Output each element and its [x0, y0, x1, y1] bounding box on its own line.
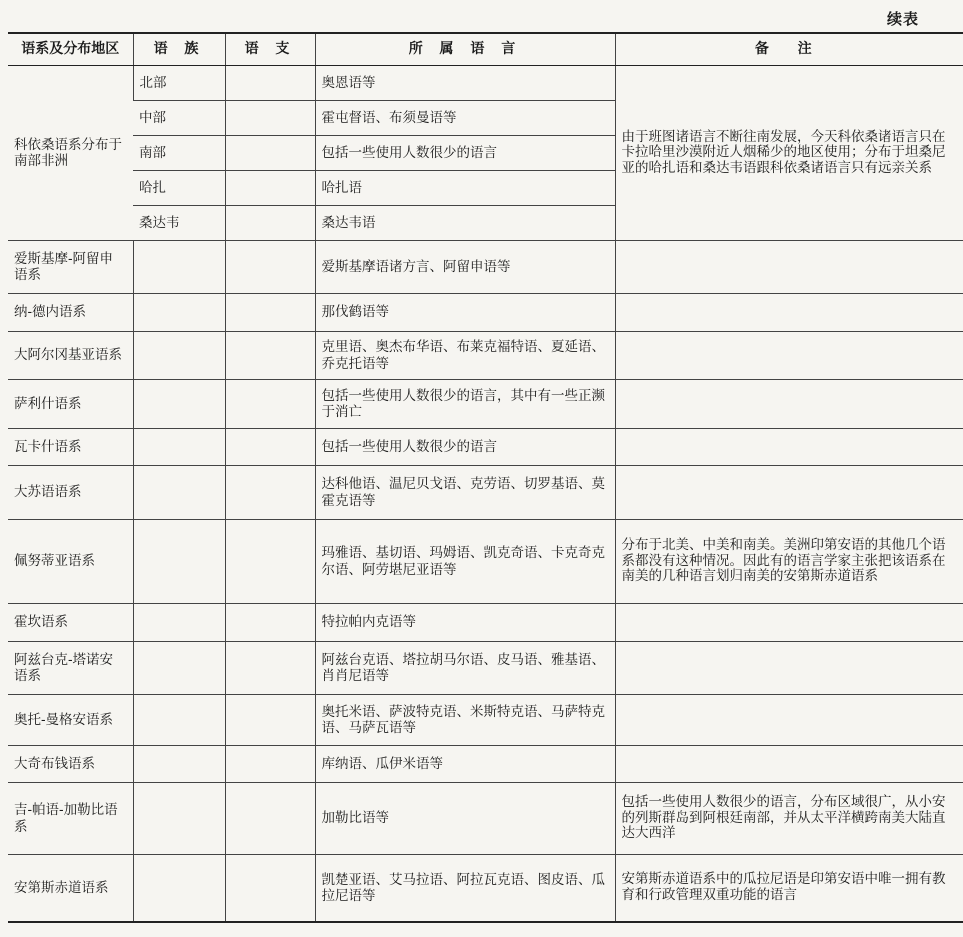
- subbranch-cell: [225, 520, 315, 604]
- family-cell: 大阿尔冈基亚语系: [8, 332, 133, 380]
- languages-cell: 库纳语、瓜伊米语等: [315, 746, 615, 783]
- family-cell: 纳-德内语系: [8, 294, 133, 332]
- note-cell: [615, 380, 963, 429]
- branch-cell: [133, 604, 225, 642]
- note-cell: 安第斯赤道语系中的瓜拉尼语是印第安语中唯一拥有教育和行政管理双重功能的语言: [615, 855, 963, 922]
- note-cell: [615, 332, 963, 380]
- note-cell: [615, 241, 963, 294]
- table-row: [8, 746, 963, 783]
- languages-cell: 爱斯基摩语诸方言、阿留申语等: [315, 241, 615, 294]
- branch-cell: [133, 429, 225, 466]
- subbranch-cell: [225, 746, 315, 783]
- note-cell: [615, 429, 963, 466]
- family-cell: 萨利什语系: [8, 380, 133, 429]
- continued-label: 续表: [886, 10, 919, 28]
- note-cell: [615, 642, 963, 695]
- family-cell: 大苏语语系: [8, 466, 133, 520]
- languages-cell: 阿兹台克语、塔拉胡马尔语、皮马语、雅基语、肖肖尼语等: [315, 642, 615, 695]
- note-cell: [615, 294, 963, 332]
- subbranch-cell: [225, 136, 315, 171]
- subbranch-cell: [225, 294, 315, 332]
- branch-cell: [133, 294, 225, 332]
- table-row: [8, 642, 963, 695]
- subbranch-cell: [225, 604, 315, 642]
- languages-cell: 包括一些使用人数很少的语言，其中有一些正濒于消亡: [315, 380, 615, 429]
- branch-cell: [133, 520, 225, 604]
- language-families-table: [8, 32, 963, 923]
- branch-cell: [133, 695, 225, 746]
- branch-cell: [133, 855, 225, 922]
- subbranch-cell: [225, 783, 315, 855]
- table-row: [8, 855, 963, 922]
- family-cell: 佩努蒂亚语系: [8, 520, 133, 604]
- branch-cell: 南部: [133, 136, 225, 171]
- branch-cell: [133, 746, 225, 783]
- languages-cell: 奥恩语等: [315, 66, 615, 101]
- subbranch-cell: [225, 429, 315, 466]
- note-cell: [615, 466, 963, 520]
- table-row: [8, 332, 963, 380]
- branch-cell: [133, 642, 225, 695]
- note-cell: 由于班图诸语言不断往南发展，今天科依桑诸语言只在卡拉哈里沙漠附近人烟稀少的地区使用；分布于坦桑尼亚的哈扎语和桑达韦语跟科依桑诸语言只有远亲关系: [615, 66, 963, 241]
- languages-cell: 克里语、奥杰布华语、布莱克福特语、夏延语、乔克托语等: [315, 332, 615, 380]
- family-cell: 安第斯赤道语系: [8, 855, 133, 922]
- languages-cell: 奥托米语、萨波特克语、米斯特克语、马萨特克语、马萨瓦语等: [315, 695, 615, 746]
- languages-cell: 包括一些使用人数很少的语言: [315, 136, 615, 171]
- languages-cell: 达科他语、温尼贝戈语、克劳语、切罗基语、莫霍克语等: [315, 466, 615, 520]
- branch-cell: 中部: [133, 101, 225, 136]
- subbranch-cell: [225, 66, 315, 101]
- family-cell: 霍坎语系: [8, 604, 133, 642]
- table-row: [8, 695, 963, 746]
- branch-cell: [133, 466, 225, 520]
- family-cell: 吉-帕语-加勒比语系: [8, 783, 133, 855]
- note-cell: [615, 695, 963, 746]
- subbranch-cell: [225, 206, 315, 241]
- languages-cell: 加勒比语等: [315, 783, 615, 855]
- family-cell: 阿兹台克-塔诺安语系: [8, 642, 133, 695]
- table-row: [8, 429, 963, 466]
- branch-cell: [133, 380, 225, 429]
- languages-cell: 凯楚亚语、艾马拉语、阿拉瓦克语、图皮语、瓜拉尼语等: [315, 855, 615, 922]
- family-cell: 爱斯基摩-阿留申语系: [8, 241, 133, 294]
- header-branch: 语 族: [133, 33, 225, 66]
- languages-cell: 哈扎语: [315, 171, 615, 206]
- table-row: [8, 466, 963, 520]
- branch-cell: [133, 332, 225, 380]
- subbranch-cell: [225, 642, 315, 695]
- languages-cell: 霍屯督语、布须曼语等: [315, 101, 615, 136]
- family-cell: 大奇布钱语系: [8, 746, 133, 783]
- languages-cell: 包括一些使用人数很少的语言: [315, 429, 615, 466]
- header-subbranch: 语 支: [225, 33, 315, 66]
- languages-cell: 那伐鹤语等: [315, 294, 615, 332]
- table-row: [8, 66, 963, 101]
- branch-cell: [133, 241, 225, 294]
- note-cell: 包括一些使用人数很少的语言，分布区域很广，从小安的列斯群岛到阿根廷南部，并从太平洋横跨南美大陆直达大西洋: [615, 783, 963, 855]
- branch-cell: 哈扎: [133, 171, 225, 206]
- header-family: 语系及分布地区: [8, 33, 133, 66]
- table-row: [8, 380, 963, 429]
- branch-cell: [133, 783, 225, 855]
- subbranch-cell: [225, 380, 315, 429]
- subbranch-cell: [225, 171, 315, 206]
- header-row: [8, 33, 963, 66]
- languages-cell: 特拉帕内克语等: [315, 604, 615, 642]
- languages-cell: 玛雅语、基切语、玛姆语、凯克奇语、卡克奇克尔语、阿劳堪尼亚语等: [315, 520, 615, 604]
- language-table-wrapper: [8, 32, 963, 923]
- note-cell: 分布于北美、中美和南美。美洲印第安语的其他几个语系都没有这种情况。因此有的语言学家主张把该语系在南美的几种语言划归南美的安第斯赤道语系: [615, 520, 963, 604]
- family-cell: 奥托-曼格安语系: [8, 695, 133, 746]
- family-cell: 科依桑语系分布于南部非洲: [8, 66, 133, 241]
- note-cell: [615, 604, 963, 642]
- note-cell: [615, 746, 963, 783]
- subbranch-cell: [225, 101, 315, 136]
- header-languages: 所 属 语 言: [315, 33, 615, 66]
- subbranch-cell: [225, 332, 315, 380]
- languages-cell: 桑达韦语: [315, 206, 615, 241]
- table-row: [8, 783, 963, 855]
- header-notes: 备 注: [615, 33, 963, 66]
- subbranch-cell: [225, 241, 315, 294]
- subbranch-cell: [225, 695, 315, 746]
- branch-cell: 桑达韦: [133, 206, 225, 241]
- branch-cell: 北部: [133, 66, 225, 101]
- subbranch-cell: [225, 466, 315, 520]
- table-row: [8, 520, 963, 604]
- table-row: [8, 294, 963, 332]
- family-cell: 瓦卡什语系: [8, 429, 133, 466]
- table-row: [8, 241, 963, 294]
- table-row: [8, 604, 963, 642]
- subbranch-cell: [225, 855, 315, 922]
